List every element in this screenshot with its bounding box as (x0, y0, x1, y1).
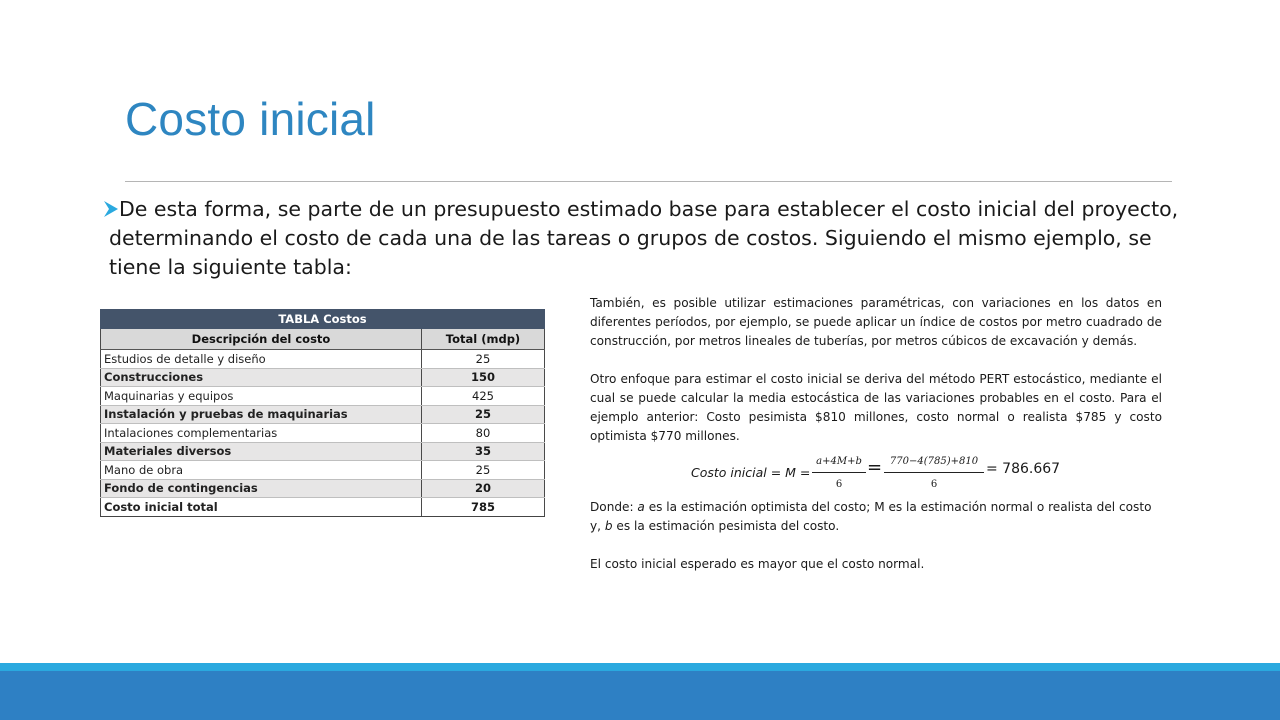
where-end: es la estimación pesimista del costo. (612, 519, 840, 533)
cost-table (100, 309, 545, 517)
formula-result: = 786.667 (986, 461, 1061, 477)
slide-title: Costo inicial (125, 93, 376, 145)
formula-fraction-1 (812, 452, 866, 494)
footer-bar (0, 671, 1280, 720)
bullet-paragraph (104, 195, 1234, 282)
table-cell-value: 25 (422, 350, 545, 369)
table-cell-value: 25 (422, 405, 545, 424)
paragraph-conclusion: El costo inicial esperado es mayor que el costo normal. (590, 557, 925, 571)
bullet-line-2: determinando el costo de cada una de las tareas o grupos de costos. Siguiendo el mismo ejemplo, se (109, 226, 1152, 250)
paragraph-where (590, 498, 1162, 536)
table-cell-value: 35 (422, 442, 545, 461)
table-cell-desc: Mano de obra (101, 461, 422, 480)
bullet-line-3: tiene la siguiente tabla: (109, 255, 352, 279)
formula-equals: = (867, 457, 883, 478)
table-total-value: 785 (422, 498, 545, 517)
title-divider (125, 181, 1172, 182)
explanation-column (590, 294, 1162, 574)
bullet-line-1 (104, 195, 1234, 224)
paragraph-pert: Otro enfoque para estimar el costo inicial se deriva del método PERT estocástico, mediante el cual se puede calcular la media estocástica de las variaciones probables en el costo. Para el ejemplo anterior: Costo pesimista $810 millones, costo normal o realista $785 y costo optimista $770 millones. (590, 372, 1162, 443)
bullet-text-1: De esta forma, se parte de un presupuesto estimado base para establecer el costo inicial del proyecto, (119, 197, 1179, 221)
table-caption: TABLA Costos (101, 310, 545, 329)
fraction-1-denominator: 6 (835, 479, 843, 490)
table-cell-desc: Estudios de detalle y diseño (101, 350, 422, 369)
table-cell-value: 20 (422, 479, 545, 498)
table-cell-value: 80 (422, 424, 545, 443)
table-total-label: Costo inicial total (101, 498, 422, 517)
where-b: b (604, 519, 613, 533)
table-cell-desc: Maquinarias y equipos (101, 387, 422, 406)
table-cell-value: 150 (422, 368, 545, 387)
paragraph-parametric: También, es posible utilizar estimaciones paramétricas, con variaciones en los datos en diferentes períodos, por ejemplo, se puede aplicar un índice de costos por metro cuadrado de construcción, por metros lineales de tuberías, por metros cúbicos de excavación y demás. (590, 296, 1162, 348)
where-mid: es la estimación optimista del costo; M es la estimación normal o realista del costo y, (590, 500, 1152, 533)
fraction-1-numerator: a+4M+b (812, 452, 866, 473)
fraction-2-numerator: 770−4(785)+810 (884, 452, 984, 473)
fraction-2-denominator: 6 (930, 479, 938, 490)
table-cell-desc: Materiales diversos (101, 442, 422, 461)
table-cell-value: 425 (422, 387, 545, 406)
table-cell-desc: Construcciones (101, 368, 422, 387)
table-cell-desc: Fondo de contingencias (101, 479, 422, 498)
pert-formula (590, 452, 1162, 490)
table-cell-value: 25 (422, 461, 545, 480)
where-prefix: Donde: (590, 500, 638, 514)
table-cell-desc: Intalaciones complementarias (101, 424, 422, 443)
column-header-description: Descripción del costo (101, 329, 422, 350)
where-a: a (637, 500, 645, 514)
footer-accent-bar (0, 663, 1280, 671)
formula-fraction-2 (884, 452, 984, 494)
arrow-bullet-icon (104, 201, 118, 217)
column-header-total: Total (mdp) (422, 329, 545, 350)
table-cell-desc: Instalación y pruebas de maquinarias (101, 405, 422, 424)
formula-lhs: Costo inicial = M = (691, 465, 811, 480)
